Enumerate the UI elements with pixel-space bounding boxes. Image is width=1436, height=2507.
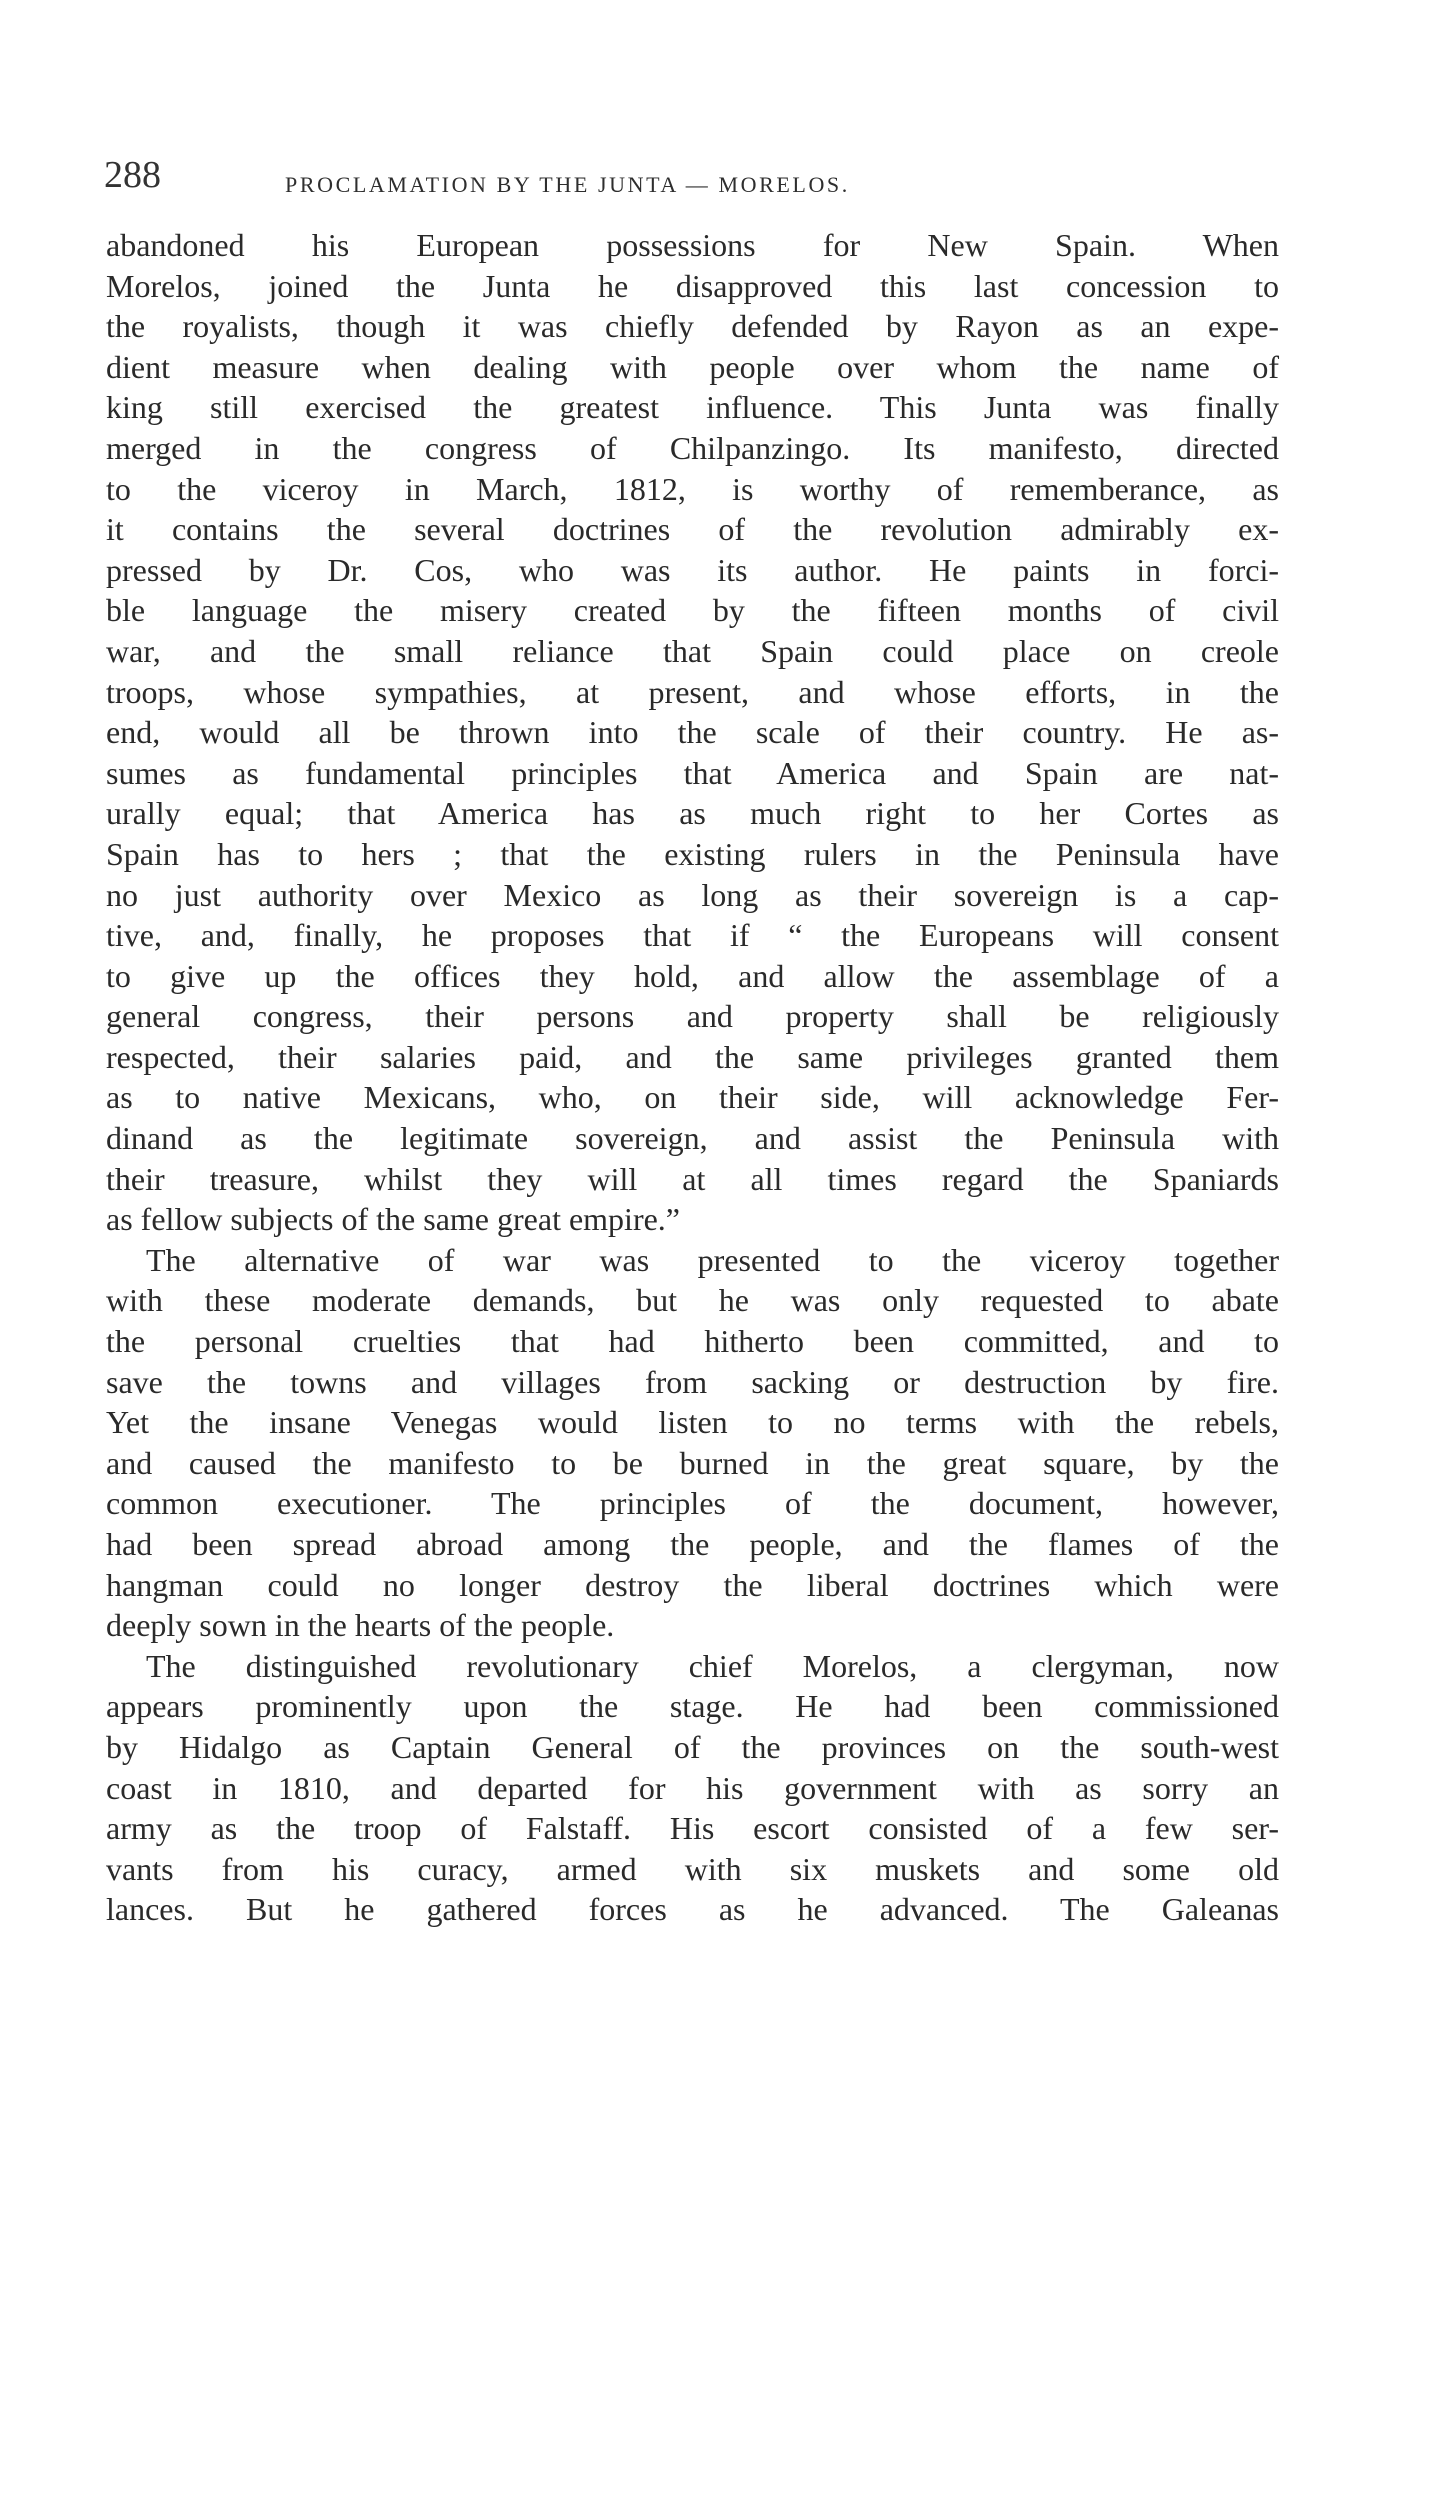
running-title: PROCLAMATION BY THE JUNTA — MORELOS. (285, 172, 850, 197)
text-line: general congress, their persons and property shall be religiously (106, 998, 1279, 1035)
text-line: it contains the several doctrines of the revolution admirably ex- (106, 511, 1279, 548)
text-line: dient measure when dealing with people over whom the name of (106, 348, 1279, 385)
text-line: tive, and, finally, he proposes that if “ the Europeans will consent (106, 917, 1279, 954)
text-line: dinand as the legitimate sovereign, and assist the Peninsula with (106, 1120, 1279, 1157)
text-line: by Hidalgo as Captain General of the provinces on the south-west (106, 1728, 1279, 1765)
text-line: with these moderate demands, but he was only requested to abate (106, 1282, 1279, 1319)
text-line: no just authority over Mexico as long as their sovereign is a cap- (106, 876, 1279, 913)
text-line: hangman could no longer destroy the liberal doctrines which were (106, 1566, 1279, 1603)
text-line: the personal cruelties that had hitherto been committed, and to (106, 1323, 1279, 1360)
text-line: and caused the manifesto to be burned in the great square, by the (106, 1444, 1279, 1481)
text-line: pressed by Dr. Cos, who was its author. He paints in forci- (106, 551, 1279, 588)
text-line: their treasure, whilst they will at all times regard the Spaniards (106, 1160, 1279, 1197)
text-line: respected, their salaries paid, and the same privileges granted them (106, 1038, 1279, 1075)
text-line: common executioner. The principles of the document, however, (106, 1485, 1279, 1522)
text-line: to give up the offices they hold, and allow the assemblage of a (106, 957, 1279, 994)
text-line: The alternative of war was presented to the viceroy together (146, 1241, 1279, 1278)
text-line: army as the troop of Falstaff. His escort consisted of a few ser- (106, 1810, 1279, 1847)
text-line: lances. But he gathered forces as he advanced. The Galeanas (106, 1891, 1279, 1928)
text-line: the royalists, though it was chiefly defended by Rayon as an expe- (106, 308, 1279, 345)
text-line: save the towns and villages from sacking or destruction by fire. (106, 1363, 1279, 1400)
text-line: abandoned his European possessions for New Spain. When (106, 227, 1279, 263)
text-line: vants from his curacy, armed with six muskets and some old (106, 1850, 1279, 1887)
text-line: king still exercised the greatest influence. This Junta was finally (106, 389, 1279, 426)
text-line: The distinguished revolutionary chief Morelos, a clergyman, now (146, 1647, 1279, 1684)
text-line: merged in the congress of Chilpanzingo. Its manifesto, directed (106, 429, 1279, 466)
text-line: as to native Mexicans, who, on their side, will acknowledge Fer- (106, 1079, 1279, 1116)
text-line: sumes as fundamental principles that America and Spain are nat- (106, 754, 1279, 791)
page-number: 288 (104, 154, 161, 196)
text-line: as fellow subjects of the same great empire.” (106, 1201, 680, 1238)
text-line: to the viceroy in March, 1812, is worthy of rememberance, as (106, 470, 1279, 507)
text-line: urally equal; that America has as much right to her Cortes as (106, 795, 1279, 832)
text-line: appears prominently upon the stage. He had been commissioned (106, 1688, 1279, 1725)
text-line: Spain has to hers ; that the existing rulers in the Peninsula have (106, 835, 1279, 872)
text-line: had been spread abroad among the people, and the flames of the (106, 1526, 1279, 1562)
text-line: end, would all be thrown into the scale of their country. He as- (106, 714, 1279, 751)
text-line: Yet the insane Venegas would listen to no terms with the rebels, (106, 1404, 1279, 1441)
text-line: Morelos, joined the Junta he disapproved this last concession to (106, 267, 1279, 304)
body-text (106, 225, 1279, 1930)
text-line: ble language the misery created by the fifteen months of civil (106, 592, 1279, 629)
text-line: troops, whose sympathies, at present, and whose efforts, in the (106, 673, 1279, 710)
text-line: coast in 1810, and departed for his government with as sorry an (106, 1769, 1279, 1806)
text-line: deeply sown in the hearts of the people. (106, 1607, 615, 1644)
text-line: war, and the small reliance that Spain could place on creole (106, 632, 1279, 669)
